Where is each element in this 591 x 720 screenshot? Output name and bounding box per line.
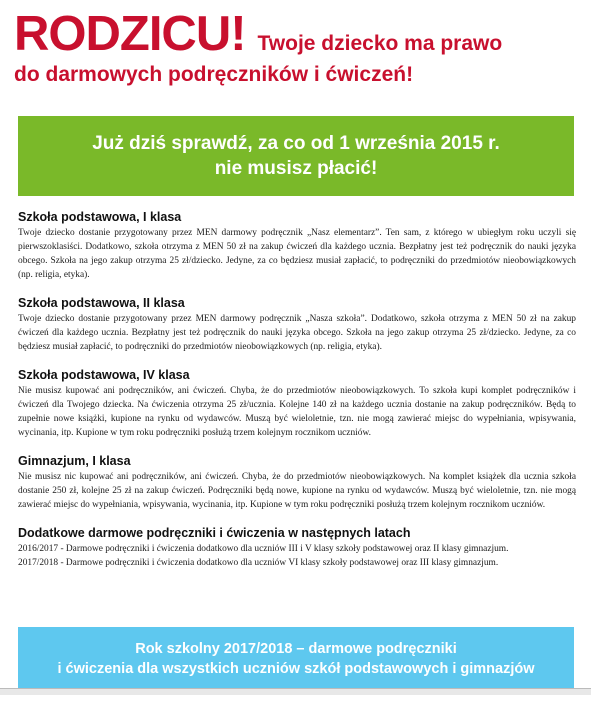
title-main: RODZICU! <box>14 7 246 61</box>
blue-banner <box>18 627 574 691</box>
header <box>14 8 584 88</box>
section-heading: Szkoła podstawowa, IV klasa <box>18 368 190 382</box>
title-subline: do darmowych podręczników i ćwiczeń! <box>14 63 414 86</box>
green-banner-line1: Już dziś sprawdź, za co od 1 września 2015 r. <box>92 133 500 154</box>
page-bottom-edge <box>0 688 591 695</box>
content <box>18 210 576 584</box>
blue-banner-line2: i ćwiczenia dla wszystkich uczniów szkół podstawowych i gimnazjów <box>57 661 535 677</box>
title-tail: Twoje dziecko ma prawo <box>257 32 503 55</box>
section-grade-1 <box>18 210 576 282</box>
section-text: Nie musisz kupować ani podręczników, ani ćwiczeń. Chyba, że do przedmiotów nieobowiązkowych. To szkoła kupi komplet podręczników i ćwiczeń dla Twojego dziecka. Na ćwiczenia otrzyma 25 zł/ucznia. Kolejne 140 zł na każdego ucznia dostanie na zakup podręczników. Będą to zupełnie nowe książki, kupione na rynku od wydawców. Muszą być wieloletnie, tzn. nie mogą zawierać miejsc do wypełniania, wpisywania, wycinania, itp. Kupione w tym roku podręczniki posłużą trzem kolejnym rocznikom uczniów. <box>18 386 576 438</box>
section-heading: Gimnazjum, I klasa <box>18 454 131 468</box>
section-grade-2 <box>18 296 576 354</box>
green-banner-line2: nie musisz płacić! <box>214 158 378 179</box>
green-banner <box>18 116 574 196</box>
blue-banner-line1: Rok szkolny 2017/2018 – darmowe podręczniki <box>135 641 457 657</box>
title-line <box>14 8 584 60</box>
section-heading: Szkoła podstawowa, II klasa <box>18 296 185 310</box>
section-text: Twoje dziecko dostanie przygotowany przez MEN darmowy podręcznik „Nasz elementarz”. Ten sam, z którego w ubiegłym roku uczyli się pierwszoklasiści. Dodatkowo, szkoła otrzyma z MEN 50 zł na zakup ćwiczeń dla każdego ucznia. Bezpłatny jest też podręcznik do nauki języka obcego. Szkoła na jego zakup otrzyma 25 zł/dziecko. Jedyne, za co będziesz musiał zapłacić, to podręczniki do przedmiotów nieobowiązkowych (np. religia, etyka). <box>18 228 576 280</box>
year-line: 2016/2017 - Darmowe podręczniki i ćwiczenia dodatkowo dla uczniów III i V klasy szkoły podstawowej oraz II klasy gimnazjum. <box>18 544 509 554</box>
section-gimnazjum-1 <box>18 454 576 512</box>
section-next-years <box>18 526 576 570</box>
year-line: 2017/2018 - Darmowe podręczniki i ćwiczenia dodatkowo dla uczniów VI klasy szkoły podstawowej oraz III klasy gimnazjum. <box>18 558 499 568</box>
section-text: Nie musisz nic kupować ani podręczników, ani ćwiczeń. Chyba, że do przedmiotów nieobowiązkowych. Na komplet książek dla ucznia szkoła dostanie 250 zł, kolejne 25 zł na zakup ćwiczeń. Podręczniki będą nowe, kupione na rynku od wydawców. Muszą być wieloletnie, tzn. nie mogą zawierać miejsc do wypełniania, wpisywania, wycinania, itp. Kupione w tym roku podręczniki posłużą trzem kolejnym rocznikom uczniów. <box>18 472 576 510</box>
section-heading: Szkoła podstawowa, I klasa <box>18 210 182 224</box>
section-heading: Dodatkowe darmowe podręczniki i ćwiczenia w następnych latach <box>18 526 411 540</box>
section-grade-4 <box>18 368 576 440</box>
section-text: Twoje dziecko dostanie przygotowany przez MEN darmowy podręcznik „Nasza szkoła”. Dodatkowo, szkoła otrzyma z MEN 50 zł na zakup ćwiczeń dla każdego ucznia. Bezpłatny jest też podręcznik do nauki języka obcego. Szkoła na jego zakup otrzyma 25 zł/dziecko. Jedyne, za co będziesz musiał zapłacić, to podręczniki do przedmiotów nieobowiązkowych (np. religia, etyka). <box>18 314 576 352</box>
